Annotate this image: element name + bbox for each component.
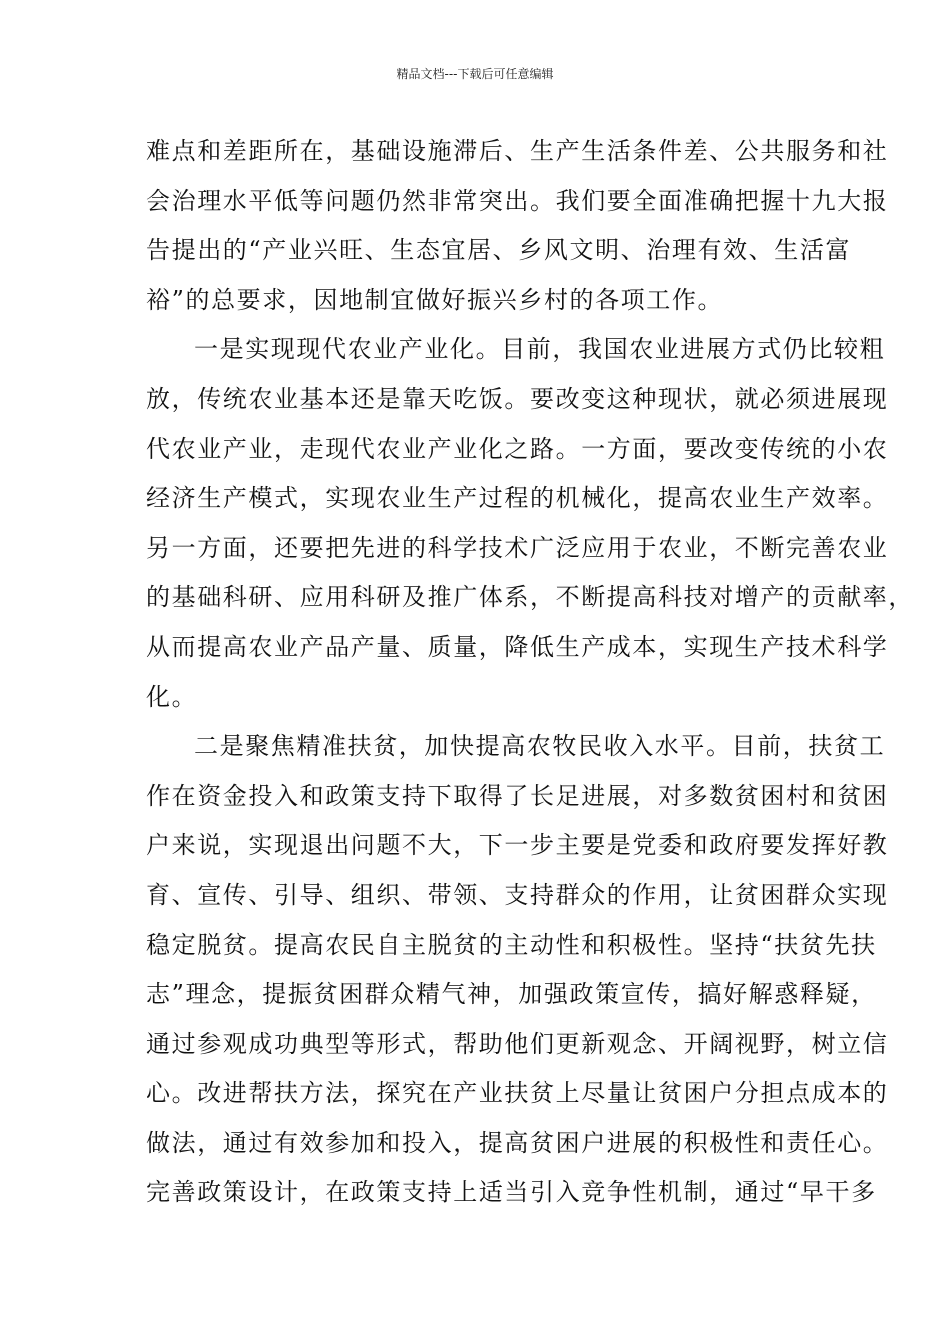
page-header: 精品文档---下载后可任意编辑 [396,67,554,81]
text-line: 的基础科研、应用科研及推广体系，不断提高科技对增产的贡献率， [146,583,914,612]
text-line: 代农业产业，走现代农业产业化之路。一方面，要改变传统的小农 [146,434,889,463]
text-line: 志”理念，提振贫困群众精气神，加强政策宣传，搞好解惑释疑， [146,980,877,1009]
text-line: 做法，通过有效参加和投入，提高贫困户进展的积极性和责任心。 [146,1128,889,1157]
text-line: 稳定脱贫。提高农民自主脱贫的主动性和积极性。坚持“扶贫先扶 [146,930,877,959]
text-line: 经济生产模式，实现农业生产过程的机械化，提高农业生产效率。 [146,484,889,513]
text-line: 另一方面，还要把先进的科学技术广泛应用于农业，不断完善农业 [146,533,889,562]
text-line: 难点和差距所在，基础设施滞后、生产生活条件差、公共服务和社 [146,137,889,165]
text-line: 会治理水平低等问题仍然非常突出。我们要全面准确把握十九大报 [146,186,889,215]
text-line: 告提出的“产业兴旺、生态宜居、乡风文明、治理有效、生活富 [146,236,852,265]
text-line: 通过参观成功典型等形式，帮助他们更新观念、开阔视野，树立信 [146,1029,889,1058]
text-line: 户来说，实现退出问题不大，下一步主要是党委和政府要发挥好教 [146,831,889,860]
text-line: 化。 [146,682,198,711]
document-body [146,131,914,1222]
text-line: 裕”的总要求，因地制宜做好振兴乡村的各项工作。 [146,285,724,314]
text-line: 作在资金投入和政策支持下取得了长足进展，对多数贫困村和贫困 [146,781,889,810]
text-line: 完善政策设计，在政策支持上适当引入竞争性机制，通过“早干多 [146,1178,877,1207]
paragraph-first-line: 二是聚焦精准扶贫，加快提高农牧民收入水平。目前，扶贫工 [194,732,886,761]
text-line: 心。改进帮扶方法，探究在产业扶贫上尽量让贫困户分担点成本的 [146,1079,889,1108]
text-line: 育、宣传、引导、组织、带领、支持群众的作用，让贫困群众实现 [146,880,889,909]
text-line: 放，传统农业基本还是靠天吃饭。要改变这种现状，就必须进展现 [146,384,889,413]
paragraph-first-line: 一是实现现代农业产业化。目前，我国农业进展方式仍比较粗 [194,335,886,364]
text-line: 从而提高农业产品产量、质量，降低生产成本，实现生产技术科学 [146,632,889,661]
